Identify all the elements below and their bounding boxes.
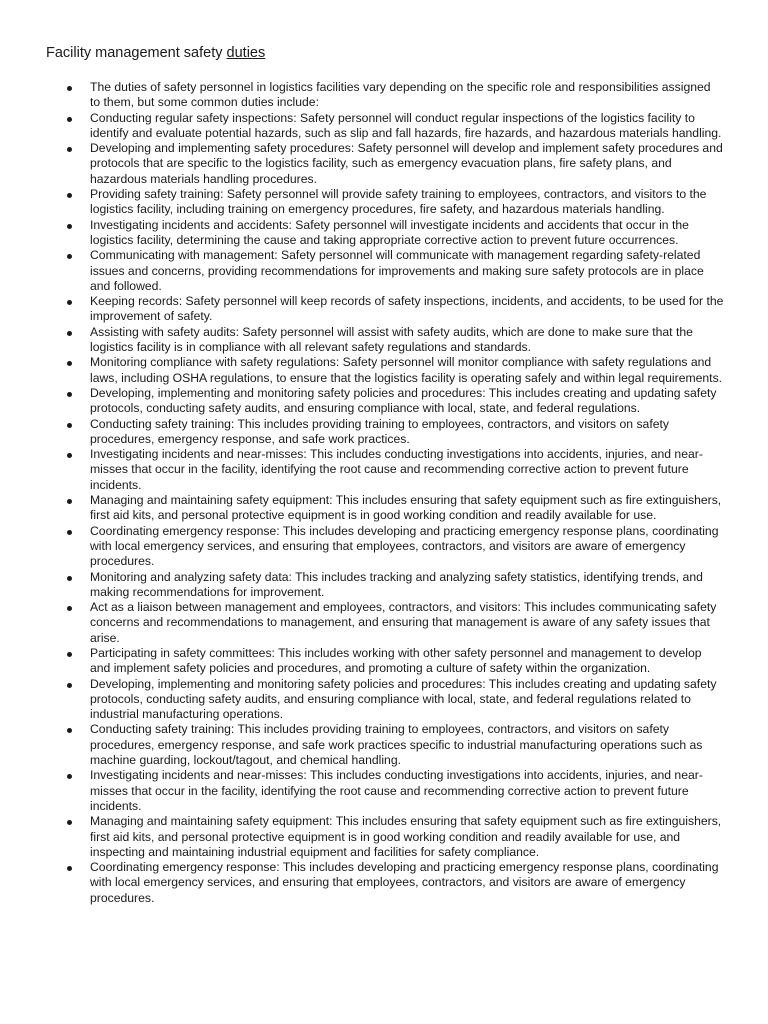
list-item <box>90 386 724 417</box>
bullet-icon <box>67 683 72 688</box>
list-item <box>90 447 724 493</box>
bullet-icon <box>67 193 72 198</box>
list-item-text: Coordinating emergency response: This includes developing and practicing emergency response plans, coordinating with local emergency services, and ensuring that employees, contractors, and visitors are aware of emergency procedures. <box>90 860 719 905</box>
list-item-text: Monitoring and analyzing safety data: This includes tracking and analyzing safety statistics, identifying trends, and making recommendations for improvement. <box>90 569 703 599</box>
bullet-icon <box>67 453 72 458</box>
list-item-text: Act as a liaison between management and employees, contractors, and visitors: This includes communicating safety concerns and recommendations to management, and ensuring that management is aware of any safety issues that arise. <box>90 600 717 645</box>
bullet-icon <box>67 254 72 259</box>
bullet-icon <box>67 392 72 397</box>
bullet-icon <box>67 300 72 305</box>
list-item <box>90 248 724 294</box>
list-item-text: Keeping records: Safety personnel will keep records of safety inspections, incidents, and accidents, to be used for the improvement of safety. <box>90 294 724 324</box>
list-item-text: Coordinating emergency response: This includes developing and practicing emergency response plans, coordinating with local emergency services, and ensuring that employees, contractors, and visitors are aware of emergency procedures. <box>90 523 719 569</box>
list-item-text: Assisting with safety audits: Safety personnel will assist with safety audits, which are done to make sure that the logistics facility is in compliance with all relevant safety regulations and standards. <box>90 324 693 355</box>
list-item-text: Monitoring compliance with safety regulations: Safety personnel will monitor compliance with safety regulations and laws, including OSHA regulations, to ensure that the logistics facility is operating safely and within legal requirements. <box>90 355 723 385</box>
bullet-icon <box>67 606 72 611</box>
bullet-icon <box>67 117 72 122</box>
list-item <box>90 860 724 906</box>
list-item <box>90 218 724 249</box>
list-item-text: Managing and maintaining safety equipment: This includes ensuring that safety equipment such as fire extinguishers, first aid kits, and personal protective equipment is in good working condition and readily available for use. <box>90 493 722 523</box>
list-item <box>90 80 724 111</box>
list-item-text: Investigating incidents and accidents: Safety personnel will investigate incidents and accidents that occur in the logistics facility, determining the cause and taking appropriate corrective action to prevent future occurrences. <box>90 217 689 247</box>
bullet-icon <box>67 576 72 581</box>
list-item-text: Conducting safety training: This includes providing training to employees, contractors, and visitors on safety procedures, emergency response, and safe work practices. <box>90 416 669 446</box>
list-item <box>90 646 724 677</box>
list-item <box>90 417 724 448</box>
bullet-icon <box>67 820 72 825</box>
list-item-text: The duties of safety personnel in logistics facilities vary depending on the specific role and responsibilities assigned to them, but some common duties include: <box>90 80 711 110</box>
list-item-text: Conducting safety training: This includes providing training to employees, contractors, and visitors on safety procedures, emergency response, and safe work practices specific to industrial manufacturing operations such as machine guarding, lockout/tagout, and chemical handling. <box>90 722 703 768</box>
list-item <box>90 294 724 325</box>
list-item-text: Investigating incidents and near-misses: This includes conducting investigations into accidents, injuries, and near-misses that occur in the facility, identifying the root cause and recommending corrective action to prevent future incidents. <box>90 447 703 492</box>
bullet-icon <box>67 728 72 733</box>
bullet-icon <box>67 774 72 779</box>
bullet-icon <box>67 866 72 871</box>
list-item-text: Investigating incidents and near-misses: This includes conducting investigations into accidents, injuries, and near-misses that occur in the facility, identifying the root cause and recommending corrective action to prevent future incidents. <box>90 768 703 813</box>
list-item <box>90 722 724 768</box>
list-item-text: Developing and implementing safety procedures: Safety personnel will develop and implement safety procedures and protocols that are specific to the logistics facility, such as emergency evacuation plans, fire safety plans, and hazardous materials handling procedures. <box>90 141 723 186</box>
list-item <box>90 111 724 142</box>
list-item <box>90 187 724 218</box>
list-item-text: Providing safety training: Safety personnel will provide safety training to employees, contractors, and visitors to the logistics facility, including training on emergency procedures, fire safety, and hazardous materials handling. <box>90 187 707 217</box>
list-item <box>90 814 724 860</box>
bullet-icon <box>67 86 72 91</box>
bullet-icon <box>67 331 72 336</box>
duties-bullet-list <box>0 80 768 906</box>
list-item <box>90 355 724 386</box>
title-text: Facility management safety <box>46 45 227 61</box>
bullet-icon <box>67 652 72 657</box>
list-item-text: Managing and maintaining safety equipment: This includes ensuring that safety equipment such as fire extinguishers, first aid kits, and personal protective equipment is in good working condition and readily available for use, and inspecting and maintaining industrial equipment and facilities for safety compliance. <box>90 814 722 859</box>
bullet-icon <box>67 224 72 229</box>
list-item-text: Participating in safety committees: This includes working with other safety personnel and management to develop and implement safety policies and procedures, and promoting a culture of safety within the organization. <box>90 645 702 676</box>
list-item-text: Developing, implementing and monitoring safety policies and procedures: This includes creating and updating safety protocols, conducting safety audits, and ensuring compliance with local, state, and federal regulations. <box>90 385 717 416</box>
list-item <box>90 524 724 570</box>
document-title <box>46 44 265 62</box>
bullet-icon <box>67 423 72 428</box>
list-item <box>90 141 724 187</box>
title-link-duties[interactable]: duties <box>226 45 266 61</box>
bullet-icon <box>67 530 72 535</box>
bullet-icon <box>67 361 72 366</box>
bullet-icon <box>67 147 72 152</box>
list-item <box>90 677 724 723</box>
list-item <box>90 325 724 356</box>
list-item <box>90 600 724 646</box>
list-item-text: Conducting regular safety inspections: Safety personnel will conduct regular inspections of the logistics facility to identify and evaluate potential hazards, such as slip and fall hazards, fire hazards, and hazardous materials handling. <box>90 110 722 140</box>
bullet-icon <box>67 499 72 504</box>
list-item-text: Developing, implementing and monitoring safety policies and procedures: This includes creating and updating safety protocols, conducting safety audits, and ensuring compliance with local, state, and federal regulations related to industrial manufacturing operations. <box>90 676 717 722</box>
list-item <box>90 493 724 524</box>
list-item-text: Communicating with management: Safety personnel will communicate with management regarding safety-related issues and concerns, providing recommendations for improvements and making sure safety protocols are in place and followed. <box>90 248 704 293</box>
list-item <box>90 570 724 601</box>
list-item <box>90 768 724 814</box>
